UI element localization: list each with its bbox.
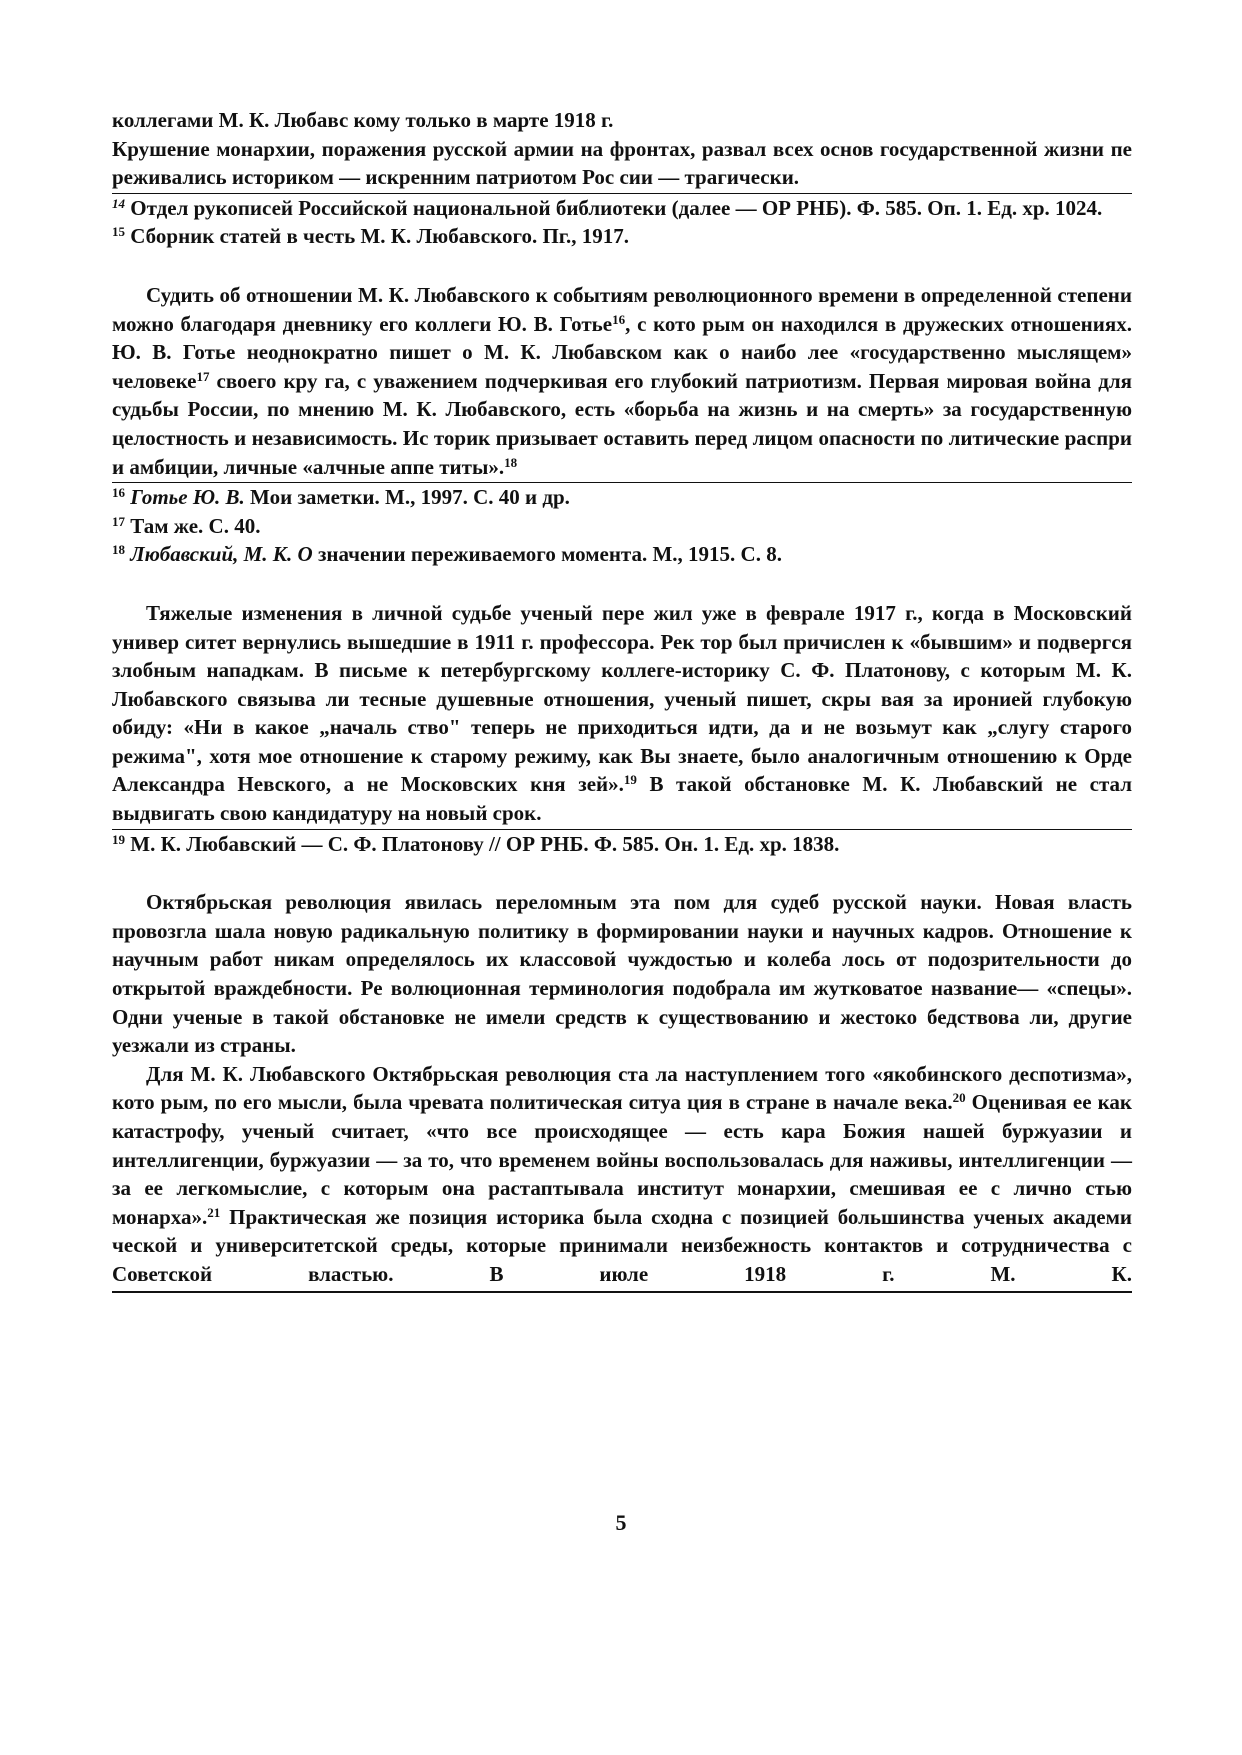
paragraph-lyubavsky-position: Для М. К. Любавского Октябрьская революция ста ла наступлением того «якобинского деспотизма», кото рым, по его мысли, была чревата политическая ситуа ция в стране в начале века.$^{20}$ Оценивая ее как катастрофу, ученый считает, «что все происходящее — есть кара Божия нашей буржуазии и интеллигенции, буржуазии — за то, что временем войны воспользовалась для наживы, интеллигенции — за ее легкомыслие, с которым она растаптывала институт монархии, смешивая ее с лично стью монарха».$^{21}$ Практическая же позиция историка была сходна с позицией большинства ученых академи ческой и университетской среды, которые принимали неизбежность контактов и сотрудничества с Советской властью. В июле 1918 г. М. К. (112, 1061, 1132, 1286)
footnotes-14-15 (112, 193, 1132, 251)
spacer (112, 858, 1132, 888)
document-page (112, 106, 1132, 1293)
footnote-18: $^{18}$ Любавский, М. К. О значении переживаемого момента. М., 1915. С. 8. (112, 542, 782, 567)
paragraph-february-1917: Тяжелые изменения в личной судьбе ученый пере жил уже в феврале 1917 г., когда в Московский универ ситет вернулись вышедшие в 1911 г. профессора. Рек тор был причислен к «бывшим» и подвергся злобным нападкам. В письме к петербургскому коллеге-историку С. Ф. Платонову, с которым М. К. Любавского связыва ли тесные душевные отношения, ученый пишет, скры вая за иронией глубокую обиду: «Ни в какое „началь ство" теперь не приходиться идти, да и не возьмут как „слугу старого режима", хотя мое отношение к старому режиму, как Вы знаете, было аналогичным отношению к Орде Александра Невского, а не Московских кня зей».$^{19}$ В такой обстановке М. К. Любавский не стал выдвигать свою кандидатуру на новый срок. (112, 600, 1133, 826)
intro-paragraph: Крушение монархии, поражения русской армии на фронтах, развал всех основ государственной жизни пе реживались историком — искренним патриотом Рос сии — трагически. (112, 136, 1132, 190)
footnote-17: $^{17}$ Там же. С. 40. (112, 513, 261, 538)
footnote-ref-19: 19 (623, 772, 637, 788)
spacer (112, 569, 1132, 599)
footnotes-16-18 (112, 482, 1132, 569)
footnote-15: $^{15}$ Сборник статей в честь М. К. Любавского. Пг., 1917. (112, 224, 629, 249)
footnote-14: $^{14}$ Отдел рукописей Российской национальной библиотеки (далее — ОР РНБ). Ф. 585. Оп. 1. Ед. хр. 1024. (112, 195, 1103, 220)
page-number: 5 (615, 1510, 627, 1535)
footnote-16: $^{16}$ Готье Ю. В. Мои заметки. М., 1997. С. 40 и др. (112, 485, 570, 510)
footnotes-19 (112, 829, 1132, 859)
footnote-ref-18: 18 (504, 454, 518, 470)
paragraph-gotie: Судить об отношении М. К. Любавского к событиям революционного времени в определенной степени можно благодаря дневнику его коллеги Ю. В. Готье$^{16}$, с кото рым он находился в дружеских отношениях. Ю. В. Готье неоднократно пишет о М. К. Любавском как о наибо лее «государственно мыслящем» человеке$^{17}$ своего кру га, с уважением подчеркивая его глубокий патриотизм. Первая мировая война для судьбы России, по мнению М. К. Любавского, есть «борьба на жизнь и на смерть» за государственную целостность и независимость. Ис торик призывает оставить перед лицом опасности по литические распри и амбиции, личные «алчные аппе титы».$^{18}$ (112, 282, 1132, 479)
footnote-ref-17: 17 (196, 368, 210, 384)
footnote-ref-21: 21 (207, 1204, 221, 1220)
footnote-ref-20: 20 (952, 1090, 966, 1106)
intro-line: коллегами М. К. Любавс кому только в марте 1918 г. (112, 108, 614, 132)
footnote-ref-16: 16 (612, 311, 626, 327)
spacer (112, 251, 1132, 281)
paragraph-october-revolution: Октябрьская революция явилась переломным эта пом для судеб русской науки. Новая власть провозгла шала новую радикальную политику в формировании науки и научных кадров. Отношение к научным работ никам определялось их классовой чуждостью и колеба лось от подозрительности до открытой враждебности. Ре волюционная терминология подобрала им жутковатое название— «спецы». Одни ученые в такой обстановке не имели средств к существованию и жестоко бедствова ли, другие уезжали из страны. (112, 890, 1132, 1058)
text-end-rule (112, 1291, 1132, 1293)
footnote-19: $^{19}$ М. К. Любавский — С. Ф. Платонову // ОР РНБ. Ф. 585. Он. 1. Ед. хр. 1838. (112, 831, 840, 856)
